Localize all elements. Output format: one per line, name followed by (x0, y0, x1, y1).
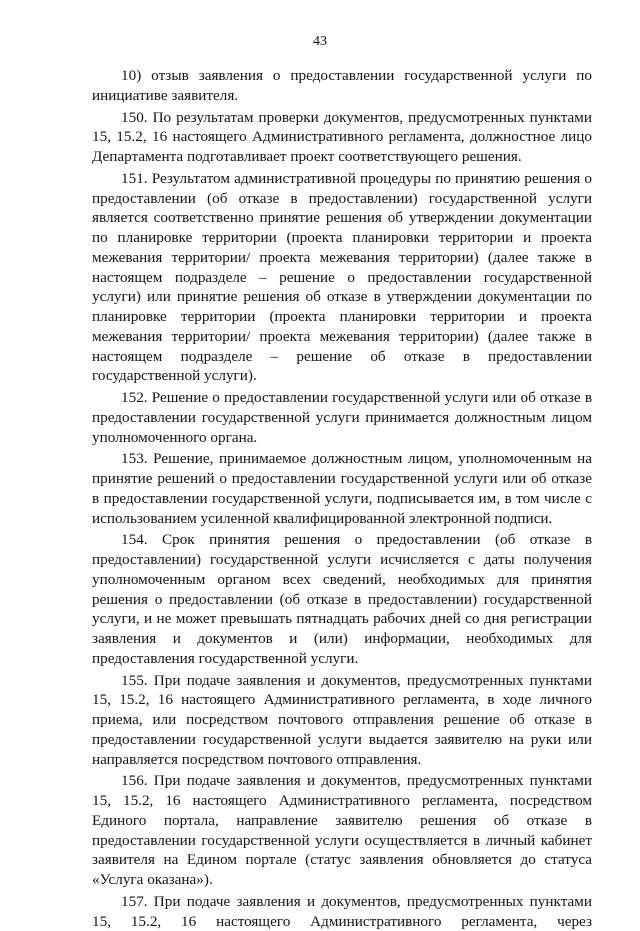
paragraph-150: 150. По результатам проверки документов, предусмотренных пунктами 15, 15.2, 16 настоящего Административного регламента, должностное лицо Департамента подготавливает проект соответствующего решения. (92, 108, 592, 165)
paragraph-153: 153. Решение, принимаемое должностным лицом, уполномоченным на принятие решений о предоставлении государственной услуги или об отказе в предоставлении государственной услуги, подписывается им, в том числе с использованием усиленной квалифицированной электронной подписи. (92, 450, 592, 527)
paragraph-155: 155. При подаче заявления и документов, предусмотренных пунктами 15, 15.2, 16 настоящего Административного регламента, в ходе личного приема, или посредством почтового отправления решение об отказе в предоставлении государственной услуги выдается заявителю на руки или направляется посредством почтового отправления. (92, 671, 592, 768)
paragraph-10-item: 10) отзыв заявления о предоставлении государственной услуги по инициативе заявителя. (92, 67, 592, 104)
document-body (92, 66, 592, 931)
page-number: 43 (313, 34, 327, 49)
paragraph-154: 154. Срок принятия решения о предоставлении (об отказе в предоставлении) государственной услуги исчисляется с даты получения уполномоченным органом всех сведений, необходимых для принятия решения о предоставлении (об отказе в предоставлении) государственной услуги, и не может превышать пятнадцать рабочих дней со дня регистрации заявления и документов и (или) информации, необходимых для предоставления государственной услуги. (92, 531, 592, 667)
paragraph-156: 156. При подаче заявления и документов, предусмотренных пунктами 15, 15.2, 16 настоящего Административного регламента, посредством Единого портала, направление заявителю решения об отказе в предоставлении государственной услуги осуществляется в личный кабинет заявителя на Едином портале (статус заявления обновляется до статуса «Услуга оказана»). (92, 772, 592, 888)
paragraph-152: 152. Решение о предоставлении государственной услуги или об отказе в предоставлении государственной услуги принимается должностным лицом уполномоченного органа. (92, 389, 592, 446)
paragraph-157: 157. При подаче заявления и документов, предусмотренных пунктами 15, 15.2, 16 настоящего Административного регламента, через (92, 892, 592, 930)
paragraph-151: 151. Результатом административной процедуры по принятию решения о предоставлении (об отказе в предоставлении) государственной услуги является соответственно принятие решения об утверждении документации по планировке территории (проекта планировки территории и проекта межевания территории/ проекта межевания территории) (далее также в настоящем подразделе – решение о предоставлении государственной услуги) или принятие решения об отказе в утверждении документации по планировке территории (проекта планировки территории и проекта межевания территории/ проекта межевания территории) (далее также в настоящем подразделе – решение об отказе в предоставлении государственной услуги). (92, 169, 592, 385)
